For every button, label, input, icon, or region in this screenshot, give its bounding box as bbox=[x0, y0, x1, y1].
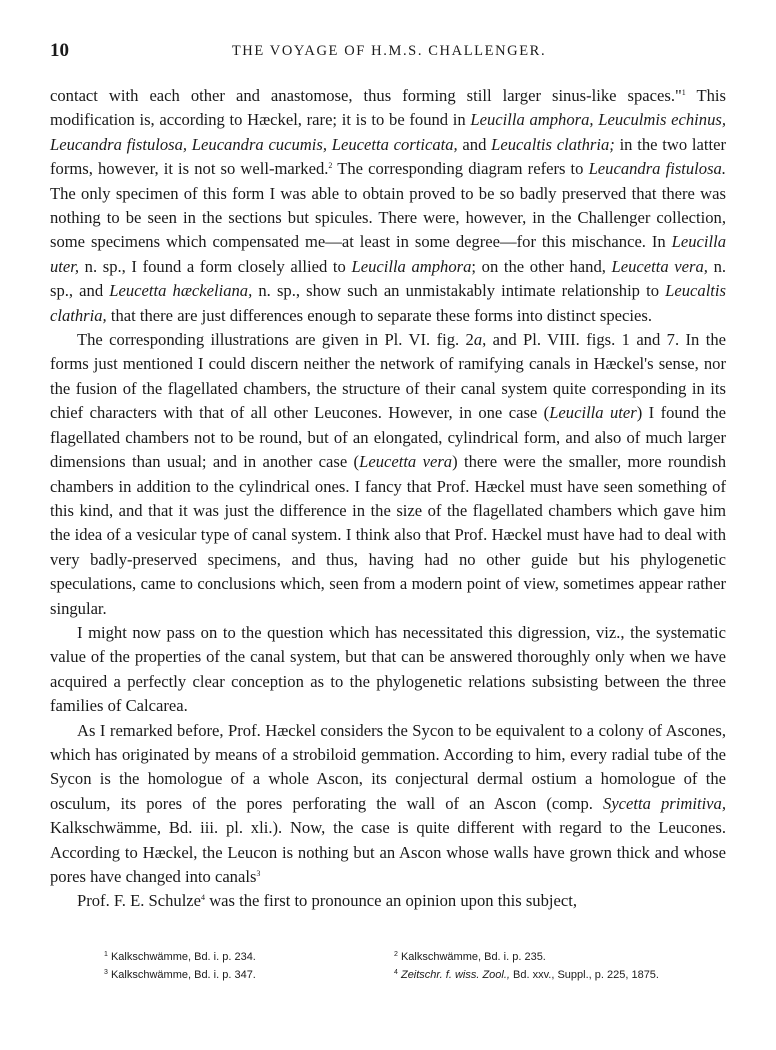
species-name: Leucilla uter, bbox=[50, 232, 726, 276]
paragraph-1: contact with each other and anastomose, thus forming still larger sinus-like spaces."$^1$ This modification is, according to Hæckel, rare; it is to be found in Leucilla amphora, Leuculmis echinus, Leucandra fistulosa, Leucandra cucumis, Leucetta corticata, and Leucaltis clathria; in the two latter forms, however, it is not so well-marked.$^2$ The corresponding diagram refers to Leucandra fistulosa. The only specimen of this form I was able to obtain proved to be so badly preserved that there was nothing to be seen in the sections but spicules. There were, however, in the Challenger collection, some specimens which compensated me—at least in some degree—for this mischance. In Leucilla uter, n. sp., I found a form closely allied to Leucilla amphora; on the other hand, Leucetta vera, n. sp., and Leucetta hæckeliana, n. sp., show such an unmistakably intimate relationship to Leucaltis clathria, that there are just differences enough to separate these forms into distinct species. bbox=[50, 86, 727, 325]
species-name: Leucaltis clathria, bbox=[50, 281, 726, 325]
footnote-4: $^4$ Zeitschr. f. wiss. Zool., Bd. xxv., Suppl., p. 225, 1875. bbox=[394, 969, 659, 981]
footnote-ref-2: 2 bbox=[328, 161, 333, 171]
running-title: THE VOYAGE OF H.M.S. CHALLENGER. bbox=[231, 43, 547, 59]
paragraph-5: Prof. F. E. Schulze$^4$ was the first to pronounce an opinion upon this subject, bbox=[77, 891, 577, 911]
running-header bbox=[50, 40, 728, 64]
paragraph-3: I might now pass on to the question which has necessitated this digression, viz., the systematic value of the properties of the canal system, but that can be answered thoroughly only when we have acquired a perfectly clear conception as to the phylogenetic relations subsisting between the three families of Calcarea. bbox=[50, 622, 726, 716]
footnote-ref-1: 1 bbox=[681, 88, 686, 97]
footnote-2: $^2$ Kalkschwämme, Bd. i. p. 235. bbox=[394, 951, 546, 963]
body-text bbox=[50, 84, 726, 914]
species-name: Leucilla amphora, bbox=[470, 110, 594, 130]
species-name: Leucandra fistulosa. bbox=[588, 159, 726, 179]
species-name: Leucetta vera bbox=[359, 452, 453, 472]
species-name: Leucetta corticata, bbox=[331, 134, 458, 154]
species-name: Leucandra fistulosa, bbox=[50, 134, 188, 154]
footnote-ref-3: 3 bbox=[256, 869, 261, 878]
page-number: 10 bbox=[50, 40, 69, 61]
species-name: Leucilla amphora bbox=[351, 256, 472, 276]
species-name: Leuculmis echinus, bbox=[598, 110, 726, 130]
species-name: Sycetta primitiva, bbox=[603, 793, 726, 813]
paragraph-4: As I remarked before, Prof. Hæckel considers the Sycon to be equivalent to a colony of Ascones, which has originated by means of a strobiloid gemmation. According to him, every radial tube of the Sycon is the homologue of a whole Ascon, its conjectural dermal ostium a homologue of the osculum, its pores of the pores perforating the wall of an Ascon (comp. Sycetta primitiva, Kalkschwämme, Bd. iii. pl. xli.). Now, the case is quite different with regard to the Leucones. According to Hæckel, the Leucon is nothing but an Ascon whose walls have grown thick and whose pores have changed into canals$^3$ bbox=[50, 720, 726, 886]
species-name: Leucilla uter bbox=[549, 403, 637, 423]
species-name: Leucetta vera, bbox=[611, 256, 708, 276]
footnote-1: $^1$ Kalkschwämme, Bd. i. p. 234. bbox=[104, 951, 256, 963]
footnote-ref-4: 4 bbox=[201, 893, 206, 903]
species-name: Leucetta hæckeliana, bbox=[109, 281, 253, 301]
species-name: Leucandra cucumis, bbox=[191, 134, 327, 154]
footnote-3: $^3$ Kalkschwämme, Bd. i. p. 347. bbox=[104, 969, 256, 981]
species-name: Leucaltis clathria; bbox=[491, 134, 615, 154]
paragraph-2: The corresponding illustrations are given in Pl. VI. fig. 2a, and Pl. VIII. figs. 1 and 7. In the forms just mentioned I could discern neither the network of ramifying canals in Hæckel's sense, nor the fusion of the flagellated chambers, the structure of their canal system quite corresponding in its chief characters with that of all other Leucones. However, in one case (Leucilla uter) I found the flagellated chambers not to be round, but of an elongated, cylindrical form, and also of much larger dimensions than usual; and in another case (Leucetta vera) there were the smaller, more roundish chambers in addition to the cylindrical ones. I fancy that Prof. Hæckel must have seen something of this kind, and that it was just the difference in the size of the flagellated chambers which gave him the idea of a vesicular type of canal system. I think also that Prof. Hæckel must have had to deal with very badly-preserved specimens, and thus, having had no other guide but his phylogenetic speculations, came to conclusions which, seen from a modern point of view, sometimes appear rather singular. bbox=[50, 330, 727, 618]
figure-letter: a bbox=[473, 330, 483, 350]
